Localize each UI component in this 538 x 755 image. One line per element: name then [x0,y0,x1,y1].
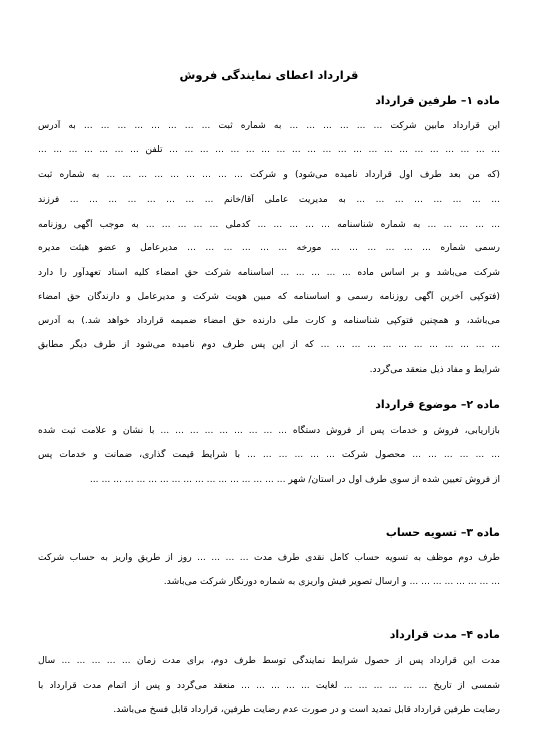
section-1-line-11: شرایط و مفاد ذیل منعقد می‌گردد. [369,364,500,375]
document-title: قرارداد اعطای نمایندگی فروش [179,68,359,82]
section-1-line-3: (که من بعد طرف اول قرارداد نامیده می‌شود) و شرکت ... ... ... ... ... ... ... ... ... به شماره ثبت [38,169,500,180]
section-1-line-7: شرکت می‌باشد و بر اساس ماده ... ... ... ... ... اساسنامه شرکت حق امضاء کلیه اسناد تعهدآور را دارد [38,267,500,278]
section-1-line-1: این قرارداد مابین شرکت ... ... ... ... ... ... به شماره ثبت ... ... ... ... ... ... ... ... به آدرس [38,120,500,131]
section-1-line-2: ... ... ... ... ... ... ... ... ... ... ... ... ... ... ... ... ... ... ... ... ... ... تلفن ... ... ... ... ... ... ... [38,144,500,155]
section-1-line-6: رسمی شماره ... ... ... ... ... ... مورخه ... ... ... ... ... ... مدیرعامل و عضو هیئت مدیره [38,242,500,253]
section-1-line-9: می‌باشد، و همچنین فتوکپی شناسنامه و کارت ملی دارنده حق امضاء ضمیمه قرارداد خواهد شد.) به آدرس [38,315,500,326]
section-4-line-3: رضایت طرفین قرارداد قابل تمدید است و در صورت عدم رضایت طرفین، قرارداد قابل فسخ می‌باشد. [113,704,500,715]
section-1-line-10: ... ... ... ... ... ... ... ... ... ... ... ... که از این پس طرف دوم نامیده می‌شود از طرف دیگر مطابق [38,339,500,350]
section-2-heading: ماده ۲– موضوع قرارداد [375,398,500,411]
section-3-line-2: ... ... ... ... ... ... ... ... و ارسال تصویر فیش واریزی به شماره دورنگار شرکت می‌باشد. [163,576,500,587]
section-2-line-3: از فروش تعیین شده از سوی طرف اول در استان/ شهر ... ... ... ... ... ... ... ... ... ... ... ... ... ... ... ... ... [89,474,500,485]
section-4-line-2: شمسی از تاریخ ... ... ... ... ... ... لغایت ... ... ... ... ... منعقد می‌گردد و پس از اتمام مدت قرارداد با [38,680,500,691]
section-1-line-5: ... ... ... ... ... به شماره شناسنامه ... ... ... ... ... کدملی ... ... ... ... ... به موجب آگهی روزنامه [38,219,500,230]
section-4-heading: ماده ۴– مدت قرارداد [389,628,500,641]
section-3-heading: ماده ۳– تسویه حساب [385,526,500,539]
section-2-line-2: ... ... ... ... ... ... محصول شرکت ... ... ... ... ... ... با شرایط قیمت گذاری، ضمانت و خدمات پس [38,449,500,460]
section-1-heading: ماده ۱– طرفین قرارداد [375,94,500,107]
section-3-line-1: طرف دوم موظف به تسویه حساب کامل نقدی طرف مدت ... ... ... ... روز از طریق واریز به حساب شرکت [38,552,500,563]
section-4-line-1: مدت این قرارداد پس از حصول شرایط نمایندگی توسط طرف دوم، برای مدت زمان ... ... ... ... ... سال [38,655,500,666]
section-2-line-1: بازاریابی، فروش و خدمات پس از فروش دستگاه ... ... ... ... ... ... ... ... ... با نشان و علامت ثبت شده [38,425,500,436]
section-1-line-4: ... ... ... ... ... ... ... ... به مدیریت عاملی آقا/خانم ... ... ... ... ... ... ... ... فرزند [38,194,500,205]
section-1-line-8: (فتوکپی آخرین آگهی روزنامه رسمی و اساسنامه که مبین هویت شرکت و مدیرعامل و دارندگان حق امضاء [38,291,500,302]
